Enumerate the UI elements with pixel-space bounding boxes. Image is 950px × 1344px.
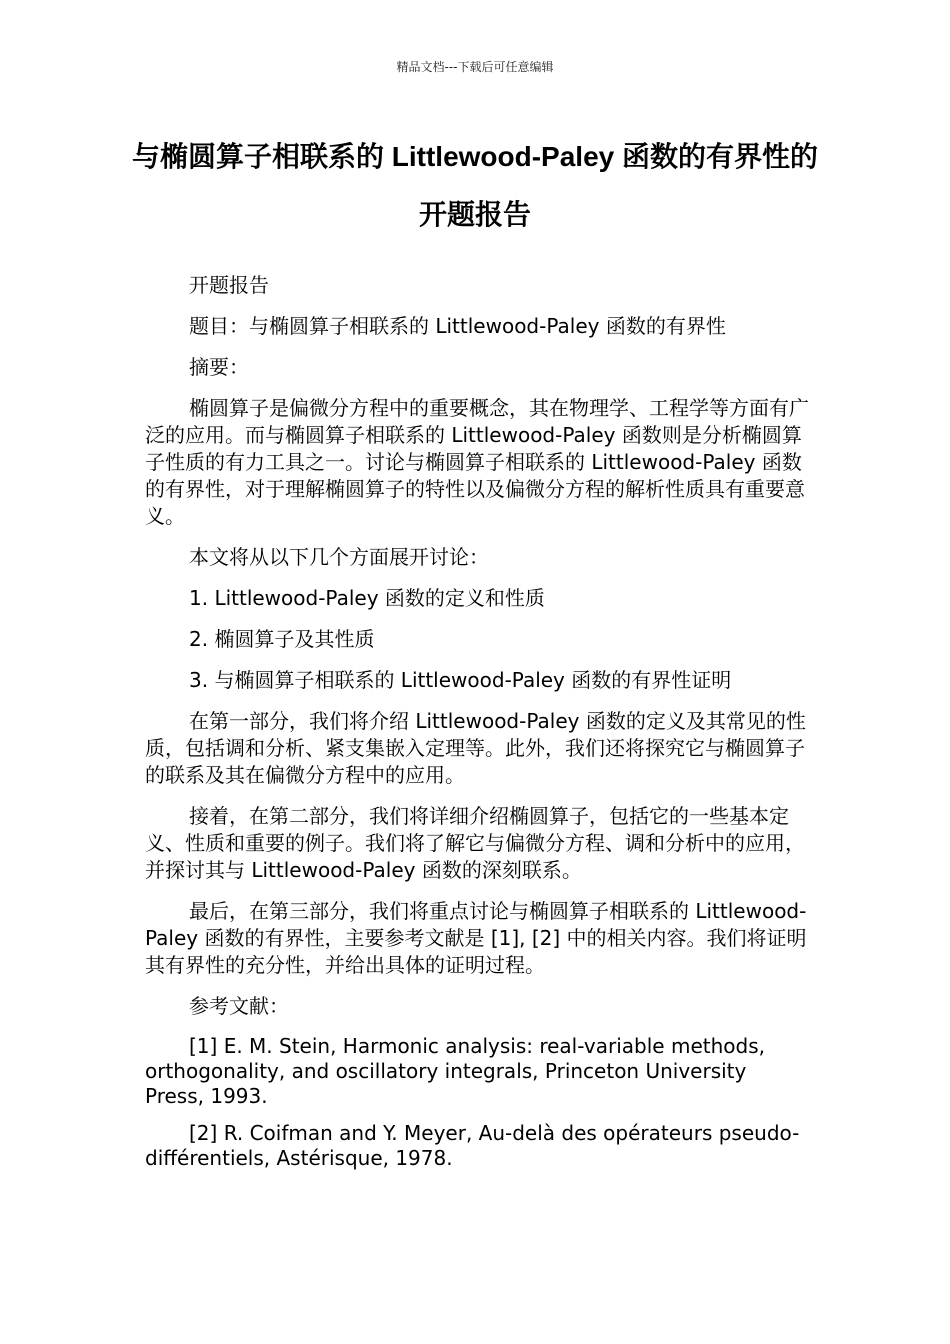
part1-paragraph: 在第一部分，我们将介绍 Littlewood-Paley 函数的定义及其常见的性质，包括调和分析、紧支集嵌入定理等。此外，我们还将探究它与椭圆算子的联系及其在偏微分方程中的应用。 [145, 709, 806, 787]
list-item: 1. Littlewood-Paley 函数的定义和性质 [189, 586, 545, 610]
list-item: 3. 与椭圆算子相联系的 Littlewood-Paley 函数的有界性证明 [189, 668, 732, 692]
document-body [145, 272, 810, 1183]
reference-item: [2] R. Coifman and Y. Meyer, Au-delà des opérateurs pseudo-différentiels, Astérisque, 1978. [145, 1121, 800, 1170]
abstract-paragraph: 椭圆算子是偏微分方程中的重要概念，其在物理学、工程学等方面有广泛的应用。而与椭圆算子相联系的 Littlewood-Paley 函数则是分析椭圆算子性质的有力工具之一。讨论与椭圆算子相联系的 Littlewood-Paley 函数的有界性，对于理解椭圆算子的特性以及偏微分方程的解析性质具有重要意义。 [145, 396, 809, 528]
document-title: 与椭圆算子相联系的 Littlewood-Paley 函数的有界性的开题报告 [131, 141, 819, 230]
references-label: 参考文献： [189, 994, 289, 1018]
list-item: 2. 椭圆算子及其性质 [189, 627, 375, 651]
part3-paragraph: 最后，在第三部分，我们将重点讨论与椭圆算子相联系的 Littlewood-Paley 函数的有界性，主要参考文献是 [1], [2] 中的相关内容。我们将证明其有界性的充分性，并给出具体的证明过程。 [145, 899, 807, 977]
topic-line: 题目：与椭圆算子相联系的 Littlewood-Paley 函数的有界性 [189, 314, 726, 338]
reference-item: [1] E. M. Stein, Harmonic analysis: real-variable methods, orthogonality, and oscillatory integrals, Princeton University Press, 1993. [145, 1034, 765, 1108]
intro-paragraph: 本文将从以下几个方面展开讨论： [189, 545, 489, 569]
part2-paragraph: 接着，在第二部分，我们将详细介绍椭圆算子，包括它的一些基本定义、性质和重要的例子。我们将了解它与偏微分方程、调和分析中的应用，并探讨其与 Littlewood-Paley 函数的深刻联系。 [145, 804, 805, 882]
abstract-label: 摘要： [189, 355, 249, 379]
page-header: 精品文档---下载后可任意编辑 [396, 60, 554, 74]
report-label: 开题报告 [189, 273, 269, 297]
